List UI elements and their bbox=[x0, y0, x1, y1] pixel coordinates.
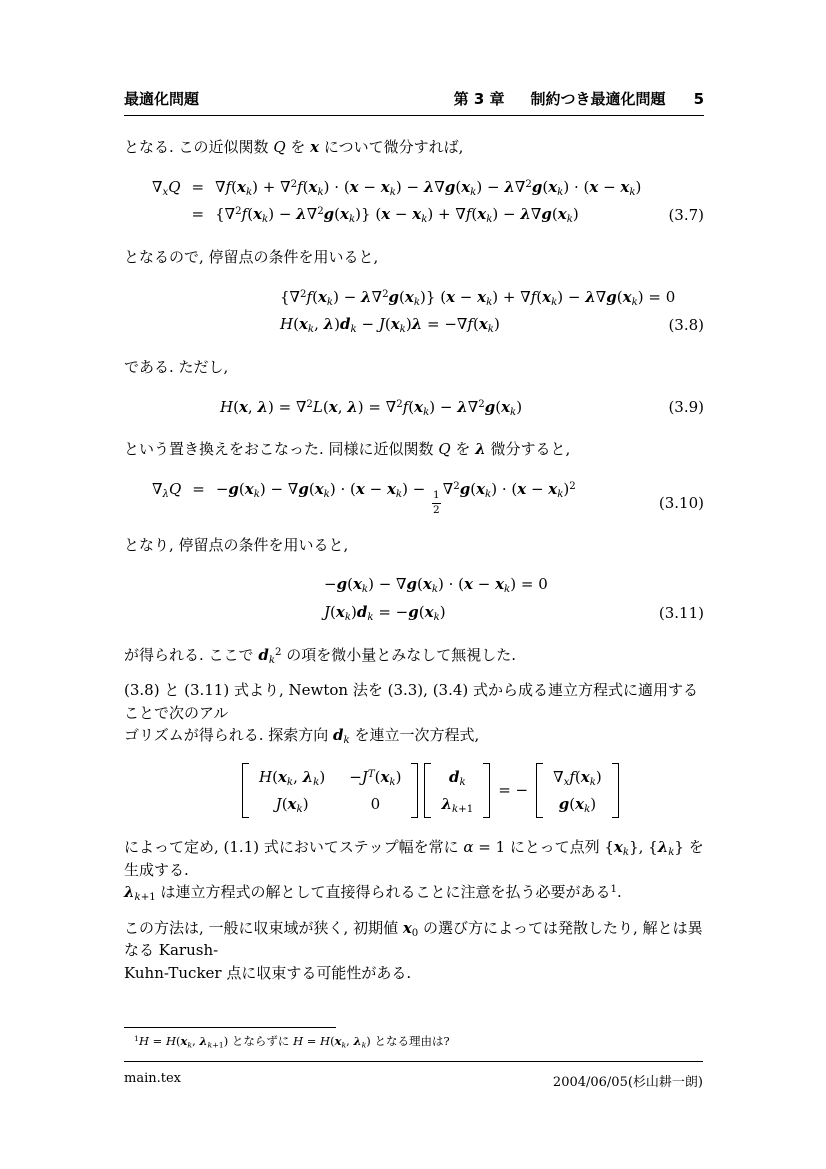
paragraph-4: という置き換えをおこなった. 同様に近似関数 Q を λ 微分すると, bbox=[124, 440, 571, 459]
header-page-number: 5 bbox=[693, 90, 704, 108]
matrix-coefficient bbox=[242, 763, 418, 819]
running-header bbox=[124, 88, 704, 116]
matrix-v1: $d_k$ bbox=[449, 767, 466, 788]
equation-number-3-10: (3.10) bbox=[658, 493, 704, 512]
matrix-rhs-cells bbox=[543, 763, 612, 819]
paragraph-2: となるので, 停留点の条件を用いると, bbox=[124, 248, 379, 266]
right-bracket bbox=[612, 763, 619, 819]
matrix-a22: 0 bbox=[370, 794, 381, 813]
paragraph-6: が得られる. ここで $d_k^2$ の項を微小量とみなして無視した. bbox=[124, 645, 517, 666]
paragraph-8: によって定め, (1.1) 式においてステップ幅を常に α = 1 にとって点列 $\{x_k\}$, $\{\lambda_k\}$ を生成する. $\lambda_{k+1}$ は連立方程式の解として直接得られることに注意を払う必要がある$^1$. bbox=[124, 838, 704, 904]
right-bracket bbox=[411, 763, 418, 819]
eq310-rhs: $-g(x_k) - \nabla g(x_k) \cdot (x - x_k)$ − $\frac{1}{2}$ $\nabla^2g(x_k) \cdot (x - x_k)^2$ bbox=[215, 479, 576, 516]
header-chapter: 第 3 章 bbox=[453, 90, 505, 108]
equation-3-7-lines bbox=[152, 174, 704, 230]
eq37-rel-1: = bbox=[191, 177, 205, 196]
eq37-rel-2: = bbox=[191, 205, 205, 224]
eq311-line-1: $-g(x_k) - \nabla g(x_k) \cdot (x - x_k) = 0$ bbox=[324, 575, 548, 596]
matrix-b1: $\nabla_xf(x_k)$ bbox=[553, 767, 602, 788]
paragraph-3: である. ただし, bbox=[124, 358, 229, 376]
left-bracket bbox=[424, 763, 431, 819]
footnote bbox=[124, 1027, 704, 1049]
matrix-unknown-cells bbox=[431, 763, 483, 819]
equation-number-3-9: (3.9) bbox=[668, 398, 704, 417]
equation-3-10-lines bbox=[152, 476, 704, 517]
right-bracket bbox=[483, 763, 490, 819]
equation-number-3-11: (3.11) bbox=[658, 603, 704, 622]
matrix-a21: $J(x_k)$ bbox=[275, 794, 309, 816]
left-bracket bbox=[536, 763, 543, 819]
eq37-rhs-1: $\nabla f(x_k) + \nabla^2f(x_k) \cdot (x - x_k) - \lambda\nabla g(x_k) - \lambda\nabla^2g(x_k) \cdot (x - x_k)$ bbox=[215, 177, 642, 198]
footnote-text: $^1H = H(x_k$, $\lambda_{k+1}$) とならずに $H = H(x_k$, $\lambda_k$) となる理由は? bbox=[134, 1034, 450, 1050]
matrix-a11: $H(x_k$, $\lambda_k$) bbox=[259, 767, 326, 788]
left-bracket bbox=[242, 763, 249, 819]
equation-3-9 bbox=[124, 394, 704, 422]
paragraph-9: この方法は, 一般に収束域が狭く, 初期値 $x_0$ の選び方によっては発散したり, 解とは異なる Karush- Kuhn-Tucker 点に収束する可能性がある. bbox=[124, 918, 703, 982]
running-footer bbox=[124, 1061, 703, 1090]
eq311-line-2: $J(x_k)d_k = -g(x_k)$ bbox=[324, 602, 446, 624]
equation-3-11-lines bbox=[324, 571, 704, 627]
equation-3-8 bbox=[124, 284, 704, 340]
header-chapter-title: 制約つき最適化問題 bbox=[530, 90, 666, 108]
matrix-a12: $-J^T(x_k)$ bbox=[349, 767, 402, 788]
paragraph-7: (3.8) と (3.11) 式より, Newton 法を (3.3), (3.4) 式から成る連立方程式に適用することで次のアル ゴリズムが得られる. 探索方向 $d_k$ を連立一次方程式, bbox=[124, 681, 699, 747]
footer-date-author: 2004/06/05(杉山耕一朗) bbox=[552, 1075, 703, 1090]
equation-3-7 bbox=[124, 174, 704, 230]
equation-number-3-8: (3.8) bbox=[668, 316, 704, 334]
equation-number-3-7: (3.7) bbox=[668, 206, 704, 224]
eq310-rel: = bbox=[192, 479, 205, 498]
footer-filename: main.tex bbox=[124, 1071, 181, 1086]
paragraph-1: となる. この近似関数 Q を x について微分すれば, bbox=[124, 138, 464, 156]
eq37-rhs-2: $\{\nabla^2f(x_k) - \lambda\nabla^2g(x_k)\} (x - x_k) + \nabla f(x_k) - \lambda\nabla g(x_k)$ bbox=[215, 205, 579, 226]
eq38-line-1: $\{\nabla^2f(x_k) - \lambda\nabla^2g(x_k)\} (x - x_k) + \nabla f(x_k) - \lambda\nabla g(x_k) = 0$ bbox=[280, 287, 676, 308]
eq38-line-2: $H(x_k$, $\lambda)d_k - J(x_k)\lambda = -\nabla f(x_k)$ bbox=[280, 315, 500, 336]
page-body bbox=[124, 136, 704, 997]
header-left-title: 最適化問題 bbox=[124, 90, 200, 108]
equation-3-9-lines bbox=[220, 394, 704, 422]
equation-3-8-lines bbox=[280, 284, 704, 340]
matrix-v2: $\lambda_{k+1}$ bbox=[441, 794, 474, 816]
equation-3-10 bbox=[124, 476, 704, 517]
matrix-unknown-vector bbox=[424, 763, 490, 819]
header-right bbox=[454, 88, 704, 109]
eq310-lhs: $\nabla_\lambda Q$ bbox=[152, 479, 182, 500]
paragraph-5: となり, 停留点の条件を用いると, bbox=[124, 535, 349, 554]
eq39-line-1: H(x, λ) = ∇$^2$L(x, $\lambda) = \nabla^2f(x_k) - \lambda\nabla^2g(x_k)$ bbox=[220, 397, 523, 418]
equation-3-11 bbox=[124, 571, 704, 627]
matrix-equation bbox=[242, 763, 704, 819]
matrix-b2: $g(x_k)$ bbox=[558, 794, 597, 816]
matrix-rhs-vector bbox=[536, 763, 619, 819]
matrix-relation: = − bbox=[498, 781, 529, 800]
eq37-lhs: $\nabla_xQ$ bbox=[152, 177, 181, 198]
footnote-rule bbox=[124, 1027, 336, 1028]
matrix-coefficient-cells bbox=[249, 763, 411, 819]
